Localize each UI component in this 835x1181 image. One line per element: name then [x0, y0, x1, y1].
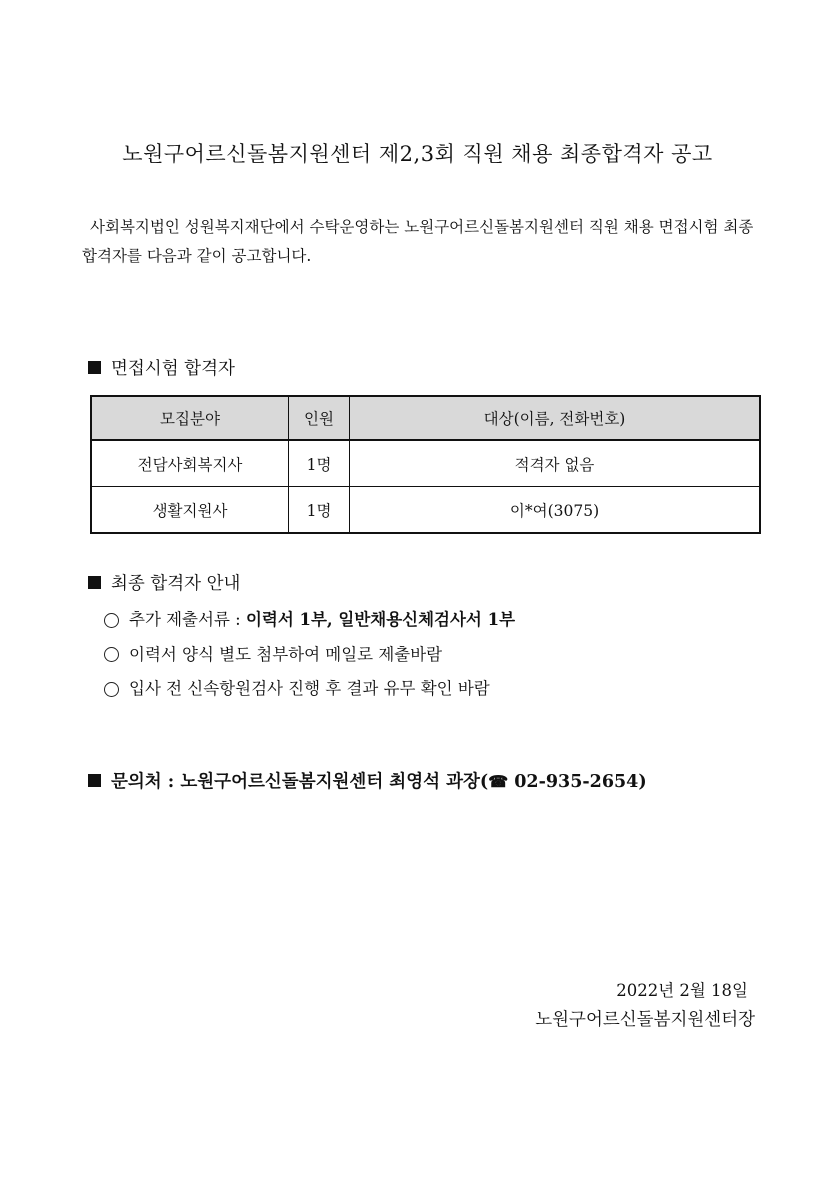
cell-field: 생활지원사	[91, 487, 289, 534]
contact-label: 문의처 : 노원구어르신돌봄지원센터 최영석 과장(	[111, 772, 489, 792]
list-item-text: 추가 제출서류 :	[129, 610, 246, 629]
section-final-heading	[88, 570, 240, 595]
phone-icon: ☎	[488, 772, 509, 791]
intro-paragraph	[82, 213, 762, 271]
header-target: 대상(이름, 전화번호)	[350, 396, 761, 440]
table-header-row	[91, 396, 760, 440]
section-interview-heading	[88, 355, 235, 380]
list-item	[104, 672, 515, 707]
square-bullet-icon	[88, 576, 101, 589]
table-row	[91, 487, 760, 534]
header-count: 인원	[289, 396, 350, 440]
intro-line-2: 합격자를 다음과 같이 공고합니다.	[82, 247, 312, 265]
cell-count: 1명	[289, 440, 350, 487]
result-table	[90, 395, 761, 534]
section-interview-title: 면접시험 합격자	[111, 359, 235, 379]
document-title: 노원구어르신돌봄지원센터 제2,3회 직원 채용 최종합격자 공고	[122, 142, 713, 166]
signer-name: 노원구어르신돌봄지원센터장	[535, 1010, 755, 1030]
list-item	[104, 603, 515, 638]
circle-bullet-icon	[104, 682, 119, 697]
list-item-bold-text: 이력서 1부, 일반채용신체검사서 1부	[245, 610, 516, 629]
circle-bullet-icon	[104, 613, 119, 628]
section-final-title: 최종 합격자 안내	[111, 574, 241, 594]
cell-count: 1명	[289, 487, 350, 534]
list-item-text: 이력서 양식 별도 첨부하여 메일로 제출바람	[129, 644, 443, 664]
square-bullet-icon	[88, 774, 101, 787]
cell-target: 적격자 없음	[350, 440, 761, 487]
cell-target: 이*여(3075)	[350, 487, 761, 534]
announcement-date: 2022년 2월 18일	[616, 981, 748, 1000]
cell-field: 전담사회복지사	[91, 440, 289, 487]
contact-phone: 02-935-2654)	[508, 772, 647, 792]
intro-line-1: 사회복지법인 성원복지재단에서 수탁운영하는 노원구어르신돌봄지원센터 직원 채용 면접시험 최종	[90, 218, 754, 236]
square-bullet-icon	[88, 361, 101, 374]
header-field: 모집분야	[91, 396, 289, 440]
table-row	[91, 440, 760, 487]
list-item	[104, 638, 515, 673]
circle-bullet-icon	[104, 647, 119, 662]
final-guide-list	[104, 603, 515, 707]
list-item-text: 입사 전 신속항원검사 진행 후 결과 유무 확인 바람	[129, 679, 490, 698]
contact-line	[88, 768, 647, 793]
